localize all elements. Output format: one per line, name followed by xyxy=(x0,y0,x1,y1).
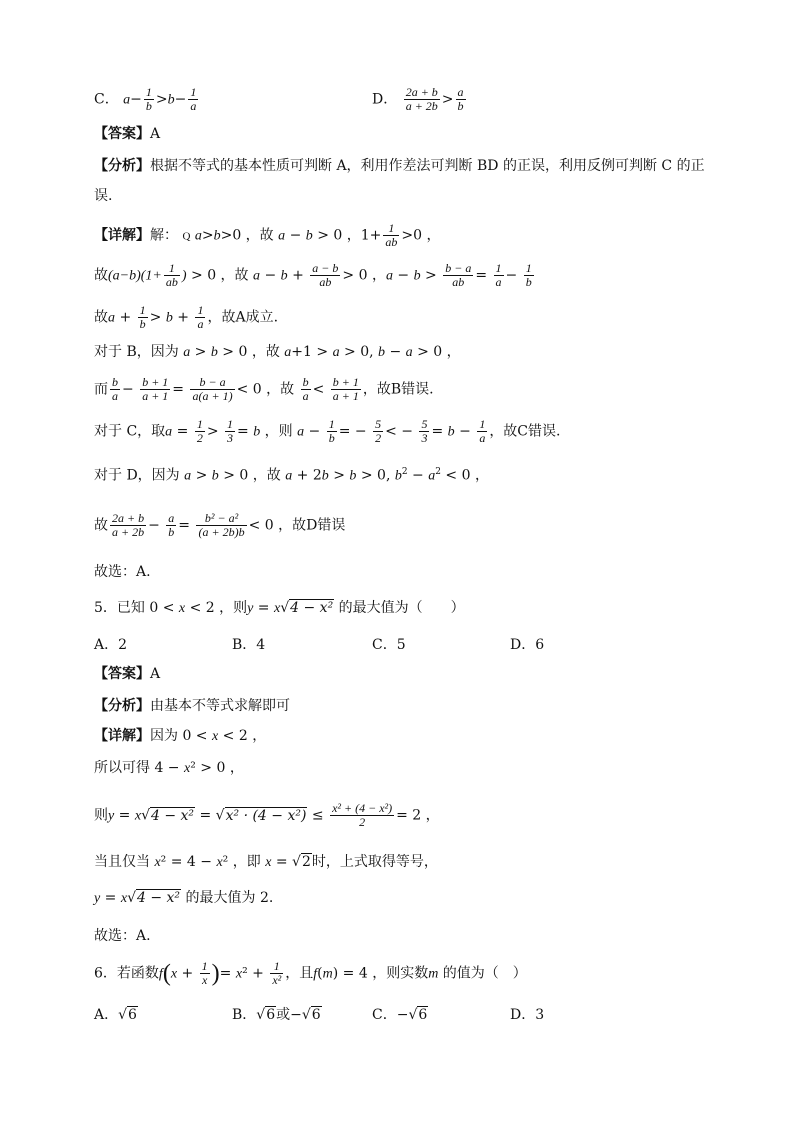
q5-option-b: B．4 xyxy=(232,637,266,653)
q5-detail-5: y = x√4 − x² 的最大值为 2. xyxy=(94,890,274,906)
option-c-label: C． xyxy=(94,91,119,108)
detail-tag: 【详解】 xyxy=(94,227,150,244)
analysis-tag: 【分析】 xyxy=(94,158,150,174)
q4-detail-c1: 对于 C，取a = $\frac{1}{2}$ > $\frac{1}{3}$ = b ，则 a − $\frac{1}{b}$ = − $\frac{5}{2}$ < − $\frac{5}{3}$ = b − $\frac{1}{a}$ ，故C错误. xyxy=(94,417,561,445)
option-d-label: D． xyxy=(372,91,398,108)
q4-detail-3: 故a + $\frac{1}{b}$ > b + $\frac{1}{a}$ ，故A成立. xyxy=(94,303,279,331)
q5-option-c: C．5 xyxy=(372,637,406,653)
q6-option-a: A．√6 xyxy=(94,1007,137,1023)
q4-detail-1: 【详解】解： Q a>b>0 ，故 a − b > 0 ，1+ $\frac{1}{ab}$ >0 ， xyxy=(94,221,441,249)
q4-detail-2: 故(a−b)(1+ $\frac{1}{ab}$ ) > 0 ，故 a − b + $\frac{a - b}{ab}$ > 0 ，a − b > $\frac{b - a}{ab}$ = $\frac{1}{a}$ − $\frac{1}{b}$ xyxy=(94,261,532,289)
q4-detail-b2: 而 $\frac{b}{a}$ − $\frac{b + 1}{a + 1}$ = $\frac{b - a}{a(a + 1)}$ < 0 ，故 $\frac{b}{a}$ < $\frac{b + 1}{a + 1}$ ，故B错误. xyxy=(94,375,434,403)
option-c-line: C． a− $\frac{1}{b}$ >b− $\frac{1}{a}$ xyxy=(94,85,197,113)
option-d-line: D． $\frac{2a + b}{a + 2b}$ > $\frac{a}{b}$ xyxy=(372,85,464,113)
analysis-text: 根据不等式的基本性质可判断 A，利用作差法可判断 BD 的正误，利用反例可判断 C 的正 xyxy=(150,158,705,174)
answer-tag: 【答案】 xyxy=(94,126,150,142)
q5-detail-3: 则y = x√4 − x² = √x² · (4 − x²) ≤ $\frac{\text{x² + (4 − x²)}}{2}$ = 2 ， xyxy=(94,801,440,829)
q5-detail-4: 当且仅当 x² = 4 − x² ，即 x = √2时，上式取得等号， xyxy=(94,854,438,870)
q4-detail-d2: 故 $\frac{2a + b}{a + 2b}$ − $\frac{a}{b}$ = $\frac{\text{b² − a²}}{(a + 2b)b}$ < 0 ，故D错误 xyxy=(94,511,346,539)
q6-option-b: B．√6或−√6 xyxy=(232,1007,321,1023)
q4-answer xyxy=(94,124,160,144)
q5-stem: 5．已知 0 < x < 2 ，则y = x√4 − x² 的最大值为（ ） xyxy=(94,600,465,616)
q5-conclusion: 故选：A. xyxy=(94,928,151,944)
q6-option-d: D．3 xyxy=(510,1007,545,1023)
q4-analysis-cont: 误. xyxy=(94,188,113,204)
q4-analysis xyxy=(94,156,705,176)
q5-analysis: 【分析】由基本不等式求解即可 xyxy=(94,698,290,714)
q5-option-d: D．6 xyxy=(510,637,545,653)
q4-detail-b1: 对于 B，因为 a > b > 0 ，故 a+1 > a > 0, b − a > 0 ， xyxy=(94,344,461,360)
answer-value: A xyxy=(150,126,161,142)
q5-option-a: A．2 xyxy=(94,637,128,653)
q6-stem: 6．若函数f(x + $\frac{1}{x}$ )= x² + $\frac{1}{\text{x²}}$ ，且f(m) = 4 ，则实数m 的值为（ ） xyxy=(94,959,527,987)
q5-answer: 【答案】A xyxy=(94,666,161,682)
q5-detail-1: 【详解】因为 0 < x < 2 ， xyxy=(94,728,267,744)
q4-conclusion: 故选：A. xyxy=(94,564,151,580)
q6-option-c: C．−√6 xyxy=(372,1007,428,1023)
q5-detail-2: 所以可得 4 − x² > 0 ， xyxy=(94,760,244,776)
q4-detail-d1: 对于 D，因为 a > b > 0 ，故 a + 2b > b > 0, $b^2 - a^2 < 0$ ， xyxy=(94,467,489,484)
